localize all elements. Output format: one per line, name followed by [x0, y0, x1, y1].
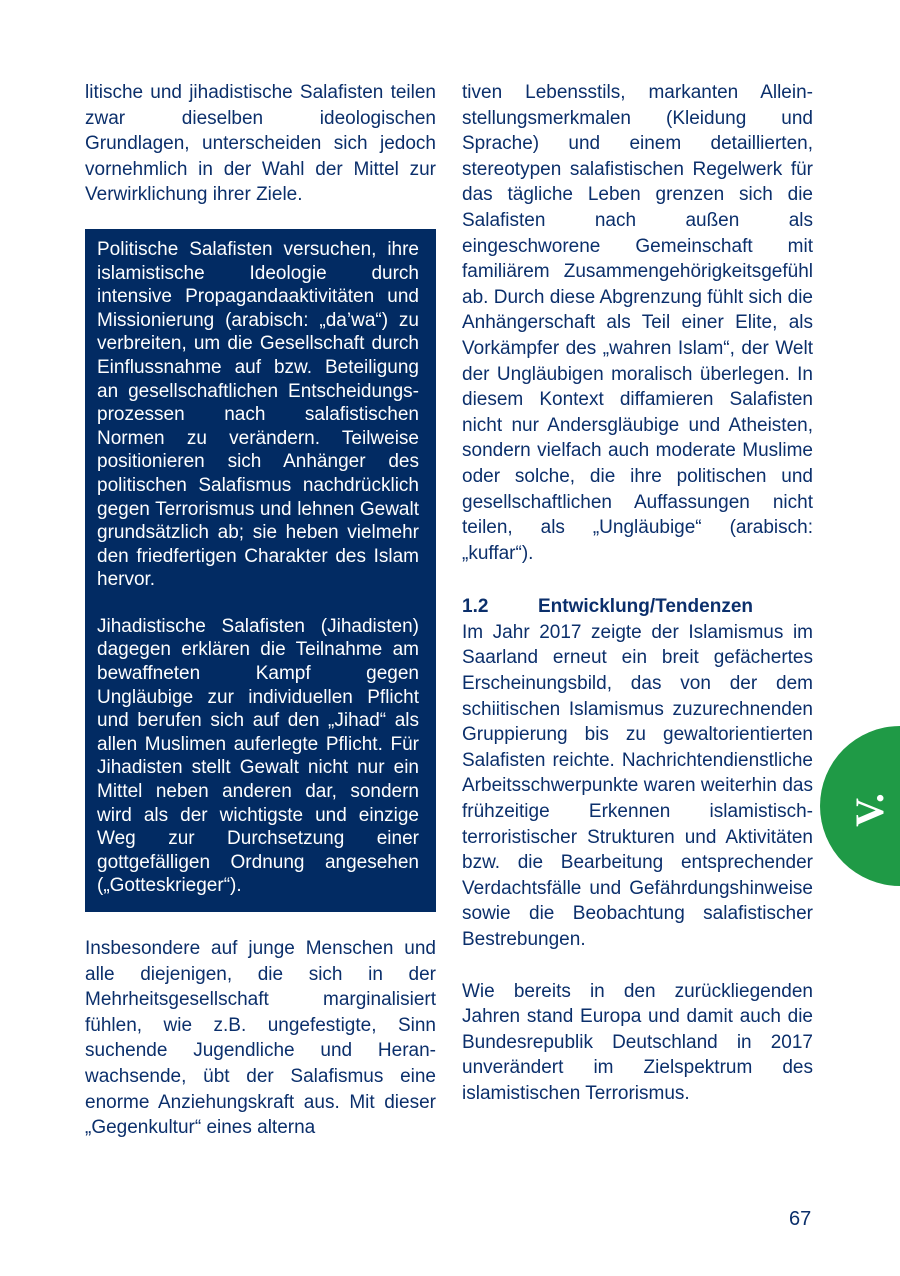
chapter-label: V. [847, 793, 892, 827]
box-paragraph-jihadist: Jihadistische Salafisten (Jihadisten) dagegen erklären die Teilnahme am bewaffneten Kampf gegen Ungläubige zur individuellen Pflicht und berufen sich auf den „Jihad“ als allen Muslimen auferlegte Pflicht. Für Jihadisten stellt Gewalt nicht nur ein Mittel neben anderen dar, sondern wird als der wichtigste und einzige Weg zur Durchsetzung einer gottgefälligen Ordnung angesehen („Gotteskrieger“). [97, 615, 419, 897]
outro-paragraph: Insbesondere auf junge Menschen und alle diejenigen, die sich in der Mehrheitsgesellschaft marginalisiert fühlen, wie z.B. ungefestigte, Sinn suchende Jugendliche und Heranwachsende, übt der Salafismus eine enorme Anziehungskraft aus. Mit dieser „Gegenkultur“ eines alterna [85, 938, 436, 1139]
section-title: Entwicklung/Tendenzen [538, 596, 753, 618]
development-paragraph: Im Jahr 2017 zeigte der Islamismus im Saarland erneut ein breit gefächertes Erscheinungsbild, das von der dem schiitischen Islamismus zuzurechnenden Gruppierung bis zu gewaltorientierten Salafisten reichte. Nachrichtendienstliche Arbeitsschwerpunkte waren weiterhin das frühzeitige Erkennen islamistisch-terroristischer Strukturen und Aktivitäten bzw. die Bearbeitung entsprechender Verdachtsfälle und Gefährdungshinweise sowie die Beobachtung salafistischer Bestrebungen. [462, 621, 813, 950]
right-column [462, 80, 813, 1107]
page-number: 67 [789, 1208, 812, 1230]
section-heading [462, 594, 813, 620]
box-paragraph-political: Politische Salafisten versuchen, ihre islamistische Ideologie durch intensive Propagandaaktivitäten und Missionierung (arabisch: „da’wa“) zu verbreiten, um die Gesellschaft durch Einflussnahme auf bzw. Beteiligung an gesellschaftlichen Entscheidungsprozessen nach salafistischen Normen zu verändern. Teilweise positionieren sich Anhänger des politischen Salafismus nachdrücklich gegen Terrorismus und lehnen Gewalt grundsätzlich ab; sie heben vielmehr den friedfertigen Charakter des Islam hervor. [97, 238, 419, 591]
highlight-box [85, 229, 436, 912]
continued-paragraph: tiven Lebensstils, markanten Alleinstellungsmerkmalen (Kleidung und Sprache) und einem detaillierten, stereotypen salafistischen Regelwerk für das tägliche Leben grenzen sich die Salafisten nach außen als eingeschworene Gemeinschaft mit familiärem Zusammengehörigkeitsgefühl ab. Durch diese Abgrenzung fühlt sich die Anhängerschaft als Teil einer Elite, als Vorkämpfer des „wahren Islam“, der Welt der Ungläubigen moralisch überlegen. In diesem Kontext diffamieren Salafisten nicht nur Andersgläubige und Atheisten, sondern vielfach auch moderate Muslime oder solche, die ihre politischen und gesellschaftlichen Auffassungen nicht teilen, als „Ungläubige“ (arabisch: „kuffar“). [462, 82, 813, 564]
chapter-tab [820, 726, 900, 886]
section-number: 1.2 [462, 596, 489, 618]
left-column [85, 80, 436, 1141]
terrorism-paragraph: Wie bereits in den zurückliegenden Jahren stand Europa und damit auch die Bundesrepublik Deutschland in 2017 unverändert im Zielspektrum des islamistischen Terrorismus. [462, 980, 813, 1104]
intro-paragraph: litische und jihadistische Salafisten teilen zwar dieselben ideologischen Grundlagen, unterscheiden sich jedoch vornehmlich in der Wahl der Mittel zur Verwirklichung ihrer Ziele. [85, 82, 436, 206]
